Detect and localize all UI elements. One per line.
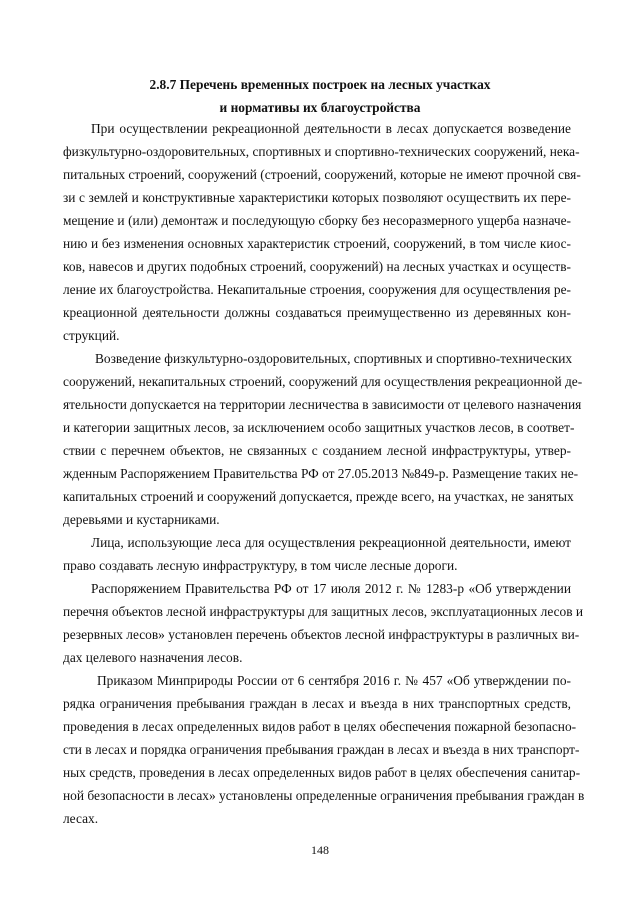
paragraph-line: жденным Распоряжением Правительства РФ от 27.05.2013 №849-р. Размещение таких не-: [63, 466, 579, 481]
page-number: 148: [311, 843, 329, 857]
paragraph-line: и категории защитных лесов, за исключением особо защитных участков лесов, в соответ-: [63, 420, 575, 435]
paragraph-line: Возведение физкультурно-оздоровительных, спортивных и спортивно-технических: [95, 351, 573, 366]
paragraph-line: резервных лесов» установлен перечень объектов лесной инфраструктуры в различных ви-: [63, 627, 580, 642]
section-heading-line-1: 2.8.7 Перечень временных построек на лесных участках: [149, 77, 491, 92]
paragraph-line: При осуществлении рекреационной деятельности в лесах допускается возведение: [91, 121, 571, 136]
paragraph-line: ствии с перечнем объектов, не связанных с созданием лесной инфраструктуры, утвер-: [63, 443, 571, 458]
paragraph-line: креационной деятельности должны создаваться преимущественно из деревянных кон-: [63, 305, 571, 320]
paragraph-line: дах целевого назначения лесов.: [63, 650, 243, 665]
paragraph-line: капитальных строений и сооружений допускается, прежде всего, на участках, не занятых: [63, 489, 574, 504]
paragraph-line: сти в лесах и порядка ограничения пребывания граждан в лесах и въезда в них транспорт-: [63, 742, 580, 757]
paragraph-line: ятельности допускается на территории лесничества в зависимости от целевого назначения: [63, 397, 582, 412]
paragraph-line: проведения в лесах определенных видов работ в целях обеспечения пожарной безопасно-: [63, 719, 577, 734]
paragraph-line: сооружений, некапитальных строений, сооружений для осуществления рекреационной де-: [63, 374, 583, 389]
paragraph-line: питальных строений, сооружений (строений, сооружений, которые не имеют прочной свя-: [63, 167, 581, 182]
paragraph-line: Лица, использующие леса для осуществления рекреационной деятельности, имеют: [91, 535, 571, 550]
paragraph-line: лесах.: [63, 811, 99, 826]
paragraph-line: физкультурно-оздоровительных, спортивных и спортивно-технических сооружений, нека-: [63, 144, 580, 159]
paragraph-line: мещение и (или) демонтаж и последующую сборку без несоразмерного ущерба назначе-: [63, 213, 571, 228]
paragraph-line: струкций.: [63, 328, 120, 343]
paragraph-line: нию и без изменения основных характеристик строений, сооружений, в том числе киос-: [63, 236, 571, 251]
paragraph-line: право создавать лесную инфраструктуру, в том числе лесные дороги.: [63, 558, 458, 573]
section-heading-line-2: и нормативы их благоустройства: [219, 100, 421, 115]
paragraph-line: ной безопасности в лесах» установлены определенные ограничения пребывания граждан в: [63, 788, 585, 803]
paragraph-line: ных средств, проведения в лесах определенных видов работ в целях обеспечения санитар-: [63, 765, 581, 780]
paragraph-line: рядка ограничения пребывания граждан в лесах и въезда в них транспортных средств,: [63, 696, 571, 711]
paragraph-line: ков, навесов и других подобных строений, сооружений) на лесных участках и осуществ-: [63, 259, 571, 274]
paragraph-line: деревьями и кустарниками.: [63, 512, 220, 527]
paragraph-line: зи с землей и конструктивные характеристики которых позволяют осуществить их пере-: [63, 190, 571, 205]
paragraph-line: Приказом Минприроды России от 6 сентября 2016 г. № 457 «Об утверждении по-: [97, 673, 571, 688]
paragraph-line: перечня объектов лесной инфраструктуры для защитных лесов, эксплуатационных лесов и: [63, 604, 584, 619]
paragraph-line: Распоряжением Правительства РФ от 17 июля 2012 г. № 1283-р «Об утверждении: [91, 581, 571, 596]
paragraph-line: ление их благоустройства. Некапитальные строения, сооружения для осуществления ре-: [63, 282, 571, 297]
